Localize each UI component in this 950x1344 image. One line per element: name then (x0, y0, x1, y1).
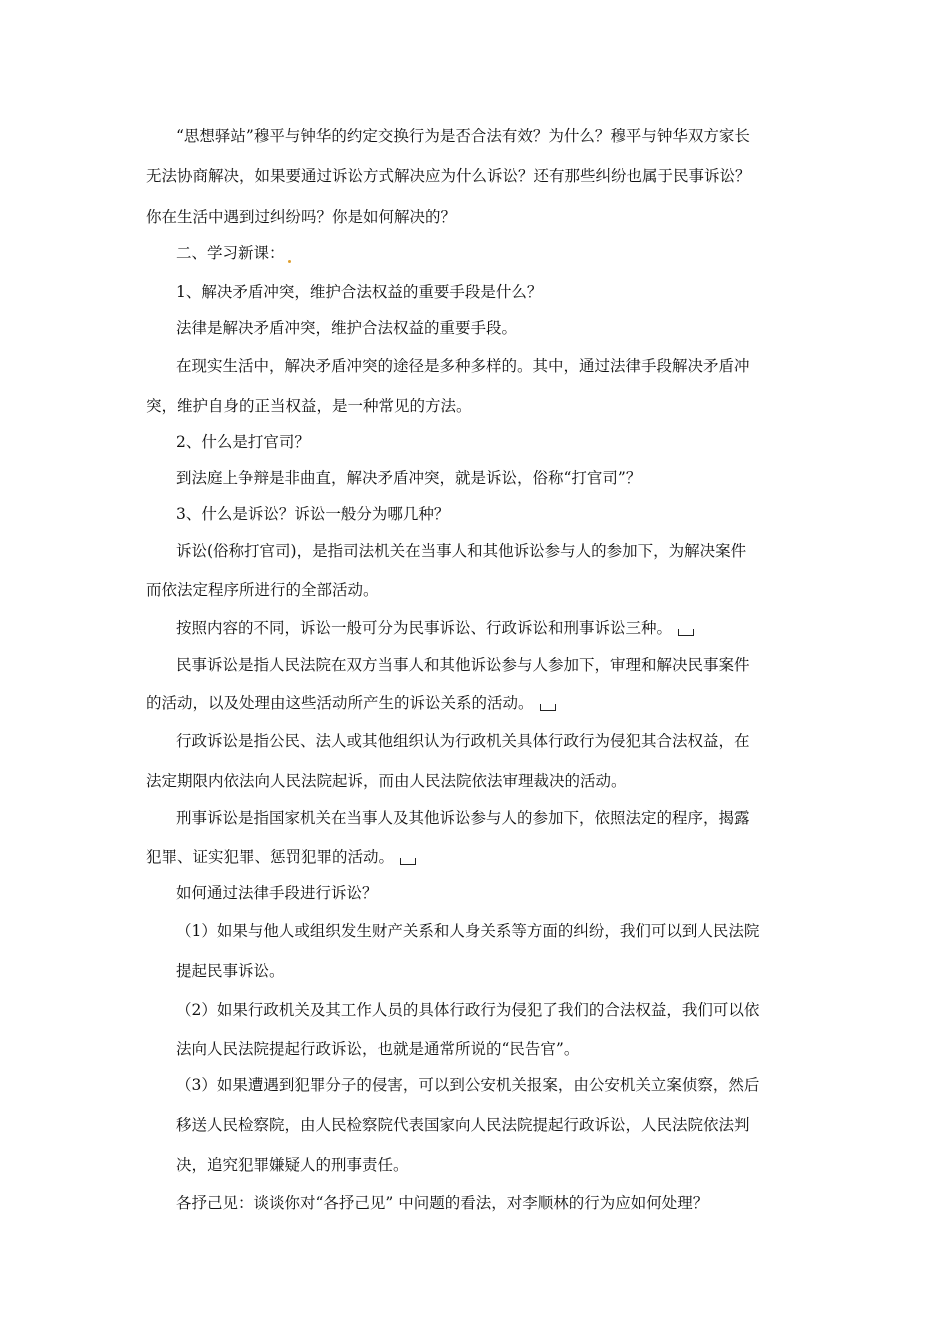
text-line: 法律是解决矛盾冲突，维护合法权益的重要手段。 (176, 319, 518, 337)
text-line: 犯罪、证实犯罪、惩罚犯罪的活动。 (146, 847, 416, 867)
text-line: 各抒己见：谈谈你对“各抒己见” 中问题的看法，对李顺林的行为应如何处理？ (176, 1194, 709, 1212)
text-line: 行政诉讼是指公民、法人或其他组织认为行政机关具体行政行为侵犯其合法权益，在 (176, 732, 750, 750)
text-line: 诉讼(俗称打官司)，是指司法机关在当事人和其他诉讼参与人的参加下，为解决案件 (176, 542, 747, 560)
text-line: 在现实生活中，解决矛盾冲突的途径是多种多样的。其中，通过法律手段解决矛盾冲 (176, 357, 750, 375)
section-heading: 二、学习新课： (176, 243, 291, 263)
text-line: 移送人民检察院，由人民检察院代表国家向人民法院提起行政诉讼，人民法院依法判 (176, 1116, 750, 1134)
text-line: 决，追究犯罪嫌疑人的刑事责任。 (176, 1156, 409, 1174)
text-line: 民事诉讼是指人民法院在双方当事人和其他诉讼参与人参加下，审理和解决民事案件 (176, 656, 750, 674)
return-mark-icon (678, 629, 694, 636)
text-line: 突，维护自身的正当权益，是一种常见的方法。 (146, 397, 472, 415)
return-mark-icon (400, 858, 416, 865)
text-line: 的活动，以及处理由这些活动所产生的诉讼关系的活动。 (146, 693, 556, 713)
question: 3、什么是诉讼？诉讼一般分为哪几种？ (176, 505, 450, 523)
text-line: （3）如果遭遇到犯罪分子的侵害，可以到公安机关报案，由公安机关立案侦察，然后 (176, 1076, 760, 1094)
text-line: 无法协商解决，如果要通过诉讼方式解决应为什么诉讼？还有那些纠纷也属于民事诉讼？ (146, 167, 751, 185)
marker-dot-icon (288, 260, 291, 263)
text-line: 而依法定程序所进行的全部活动。 (146, 581, 379, 599)
text-line: 法向人民法院提起行政诉讼，也就是通常所说的“民告官”。 (176, 1040, 580, 1058)
text-line: （1）如果与他人或组织发生财产关系和人身关系等方面的纠纷，我们可以到人民法院 (176, 922, 760, 940)
return-mark-icon (540, 704, 556, 711)
text-line: （2）如果行政机关及其工作人员的具体行政行为侵犯了我们的合法权益，我们可以依 (176, 1001, 760, 1019)
text-line: “思想驿站”穆平与钟华的约定交换行为是否合法有效？为什么？穆平与钟华双方家长 (176, 127, 750, 145)
text-line: 提起民事诉讼。 (176, 962, 285, 980)
text-line: 法定期限内依法向人民法院起诉，而由人民法院依法审理裁决的活动。 (146, 772, 627, 790)
text-line: 按照内容的不同，诉讼一般可分为民事诉讼、行政诉讼和刑事诉讼三种。 (176, 618, 694, 638)
question: 如何通过法律手段进行诉讼？ (176, 884, 378, 902)
text-line: 你在生活中遇到过纠纷吗？你是如何解决的？ (146, 208, 457, 226)
text-line: 到法庭上争辩是非曲直，解决矛盾冲突，就是诉讼，俗称“打官司”？ (176, 469, 642, 487)
text-line: 刑事诉讼是指国家机关在当事人及其他诉讼参与人的参加下，依照法定的程序，揭露 (176, 809, 750, 827)
question: 1、解决矛盾冲突，维护合法权益的重要手段是什么？ (176, 283, 543, 301)
question: 2、什么是打官司？ (176, 433, 310, 451)
